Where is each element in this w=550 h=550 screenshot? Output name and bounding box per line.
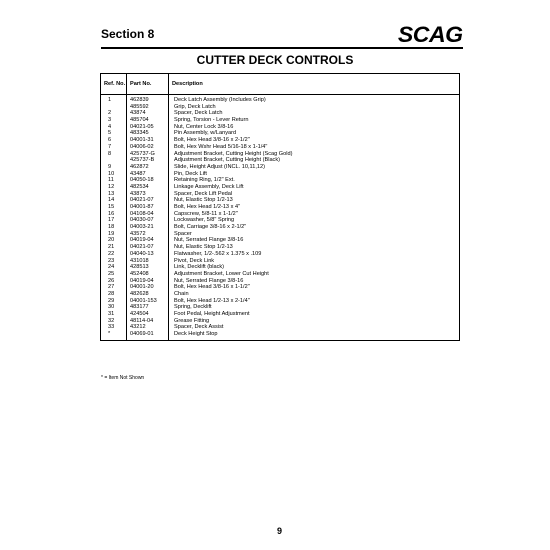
ref-cell: 20	[108, 237, 115, 244]
part-number-cell: 43212	[130, 324, 146, 331]
ref-cell: 17	[108, 217, 115, 224]
ref-cell: 1	[108, 97, 112, 103]
column-header-description: Description	[172, 80, 203, 87]
table-row	[101, 264, 459, 271]
table-row	[101, 251, 459, 258]
table-body-wrapper	[101, 95, 459, 340]
ref-cell: 12	[108, 183, 115, 190]
table-row	[101, 144, 459, 151]
table-row	[101, 217, 459, 224]
description-cell: Bolt, Hex Head 3/8-16 x 1-1/2"	[174, 284, 250, 291]
ref-cell: 24	[108, 264, 115, 271]
page-header	[101, 22, 463, 46]
description-cell: Bolt, Hex Head 1/2-13 x 4"	[174, 204, 241, 210]
part-number-cell: 04021-07	[130, 197, 154, 204]
description-cell: Capscrew, 5/8-11 x 1-1/2"	[174, 210, 238, 217]
ref-cell: 14	[108, 197, 115, 204]
part-number-cell: 425737-B	[130, 157, 155, 164]
column-header-part: Part No.	[127, 74, 169, 94]
ref-cell: 19	[108, 230, 115, 237]
part-number-cell: 04040-13	[130, 250, 154, 257]
ref-cell: *	[108, 331, 111, 338]
description-cell: Slide, Height Adjust (INCL. 10,11,12)	[174, 163, 265, 170]
ref-cell	[101, 104, 127, 111]
part-number-cell: 482628	[130, 290, 149, 297]
table-row	[101, 104, 459, 111]
table-body	[101, 95, 459, 340]
description-cell: Adjustment Bracket, Cutting Height (Black)	[174, 157, 281, 164]
page-title: CUTTER DECK CONTROLS	[196, 53, 354, 67]
description-cell: Spacer, Deck Latch	[174, 110, 223, 117]
ref-cell: 10	[108, 170, 115, 177]
table-row	[101, 124, 459, 131]
ref-cell: 11	[108, 177, 114, 184]
ref-cell: 27	[108, 284, 115, 291]
part-number-cell: 462872	[130, 163, 149, 170]
ref-cell: 29	[108, 297, 115, 304]
description-cell: Bolt, Hex Head 1/2-13 x 2-1/4"	[174, 297, 250, 304]
table-row	[101, 204, 459, 211]
parts-table	[100, 73, 460, 341]
table-row	[101, 211, 459, 218]
part-number-cell: 04001-31	[130, 137, 154, 144]
ref-cell: 25	[108, 270, 115, 277]
ref-cell: 33	[108, 324, 115, 331]
description-cell: Adjustment Bracket, Cutting Height (Scag Gold)	[174, 150, 293, 157]
part-number-cell: 431018	[130, 257, 149, 264]
description-cell: Foot Pedal, Height Adjustment	[174, 311, 250, 317]
column-header-ref: Ref. No.	[101, 74, 127, 94]
description-cell: Retaining Ring, 1/2" Ext.	[174, 177, 235, 184]
table-row	[101, 224, 459, 231]
footnote: * = Item Not Shown	[101, 375, 145, 381]
description-cell: Deck Latch Assembly (Includes Grip)	[174, 97, 266, 103]
ref-cell: 15	[108, 204, 115, 210]
table-row	[101, 291, 459, 298]
table-row	[101, 130, 459, 137]
page-number: 9	[276, 526, 282, 536]
description-cell: Adjustment Bracket, Lower Cut Height	[174, 270, 269, 277]
part-number-cell: 04108-04	[130, 210, 154, 217]
table-row	[101, 157, 459, 164]
table-row	[101, 184, 459, 191]
description-cell: Pin, Deck Lift	[174, 170, 207, 177]
part-number-cell: 04030-07	[130, 217, 154, 224]
ref-cell: 28	[108, 290, 115, 297]
ref-cell: 23	[108, 257, 115, 264]
description-cell: Spacer, Deck Assist	[174, 324, 224, 331]
table-row	[101, 110, 459, 117]
description-cell: Link, Decklift (black)	[174, 264, 225, 271]
description-cell: Nut, Center Lock 3/8-16	[174, 123, 234, 130]
part-number-cell: 424504	[130, 311, 149, 317]
ref-cell: 18	[108, 224, 115, 231]
ref-cell: 31	[108, 311, 115, 317]
brand-logo: SCAG	[398, 22, 463, 47]
ref-cell: 16	[108, 210, 115, 217]
description-cell: Nut, Elastic Stop 1/2-13	[174, 244, 233, 251]
ref-cell: 9	[108, 163, 112, 170]
header-rule	[101, 47, 463, 49]
ref-cell: 4	[108, 123, 112, 130]
table-header	[101, 74, 459, 95]
part-number-cell: 04001-87	[130, 204, 154, 210]
description-cell: Flatwasher, 1/2-.562 x 1.375 x .109	[174, 250, 262, 257]
part-number-cell: 04019-04	[130, 237, 154, 244]
description-cell: Nut, Serrated Flange 3/8-16	[174, 237, 244, 244]
part-number-cell: 425737-G	[130, 150, 155, 157]
table-row	[101, 151, 459, 158]
table-row	[101, 237, 459, 244]
part-number-cell: 462839	[130, 97, 149, 103]
description-cell: Grease Fitting	[174, 317, 210, 324]
part-number-cell: 452408	[130, 270, 149, 277]
ref-cell: 13	[108, 190, 115, 197]
table-row	[101, 231, 459, 238]
description-cell: Spring, Decklift	[174, 304, 212, 311]
ref-cell: 3	[108, 117, 112, 124]
table-row	[101, 117, 459, 124]
part-number-cell: 04050-18	[130, 177, 154, 184]
part-number-cell: 04001-20	[130, 284, 154, 291]
ref-cell: 7	[108, 143, 112, 150]
description-cell: Spacer, Deck Lift Pedal	[174, 190, 233, 197]
part-number-cell: 428513	[130, 264, 149, 271]
ref-cell: 22	[108, 250, 115, 257]
column-divider	[168, 95, 169, 340]
part-number-cell: 485592	[130, 103, 149, 110]
table-row	[101, 271, 459, 278]
description-cell: Bolt, Hex Wshr Head 5/16-18 x 1-1/4"	[174, 143, 268, 150]
table-row	[101, 244, 459, 251]
part-number-cell: 483177	[130, 304, 149, 311]
table-row	[101, 197, 459, 204]
table-row	[101, 318, 459, 325]
part-number-cell: 04021-07	[130, 244, 154, 251]
part-number-cell: 04001-153	[130, 297, 157, 304]
ref-cell	[101, 157, 127, 164]
part-number-cell: 04019-04	[130, 277, 154, 284]
column-divider	[126, 95, 127, 340]
table-row	[101, 331, 459, 338]
part-number-cell: 04003-21	[130, 224, 154, 231]
table-row	[101, 284, 459, 291]
description-cell: Bolt, Carriage 3/8-16 x 2-1/2"	[174, 224, 247, 231]
table-row	[101, 311, 459, 318]
section-title: Section 8	[101, 27, 155, 41]
ref-cell: 21	[108, 244, 115, 251]
ref-cell: 6	[108, 137, 112, 144]
description-cell: Linkage Assembly, Deck Lift	[174, 183, 244, 190]
table-row	[101, 171, 459, 178]
part-number-cell: 04069-01	[130, 331, 154, 338]
description-cell: Nut, Elastic Stop 1/2-13	[174, 197, 233, 204]
description-cell: Pivot, Deck Link	[174, 257, 215, 264]
part-number-cell: 48114-04	[130, 317, 154, 324]
description-cell: Bolt, Hex Head 3/8-16 x 2-1/2"	[174, 137, 250, 144]
description-cell: Lockwasher, 5/8" Spring	[174, 217, 235, 224]
part-number-cell: 04006-02	[130, 143, 154, 150]
ref-cell: 2	[108, 110, 112, 117]
table-row	[101, 97, 459, 104]
table-row	[101, 278, 459, 285]
ref-cell: 8	[108, 150, 112, 157]
table-row	[101, 164, 459, 171]
description-cell: Spacer	[174, 230, 192, 237]
ref-cell: 26	[108, 277, 115, 284]
ref-cell: 5	[108, 130, 112, 137]
part-number-cell: 43874	[130, 110, 146, 117]
part-number-cell: 483345	[130, 130, 149, 137]
part-number-cell: 04021-05	[130, 123, 154, 130]
ref-cell: 32	[108, 317, 115, 324]
description-cell: Grip, Deck Latch	[174, 103, 216, 110]
description-cell: Nut, Serrated Flange 3/8-16	[174, 277, 244, 284]
table-row	[101, 137, 459, 144]
table-row	[101, 298, 459, 305]
part-number-cell: 485704	[130, 117, 149, 124]
table-row	[101, 258, 459, 265]
description-cell: Chain	[174, 290, 189, 297]
table-row	[101, 191, 459, 198]
part-number-cell: 43487	[130, 170, 146, 177]
table-row	[101, 324, 459, 331]
part-number-cell: 43572	[130, 230, 146, 237]
description-cell: Spring, Torsion - Lever Return	[174, 117, 249, 124]
table-row	[101, 177, 459, 184]
part-number-cell: 43873	[130, 190, 146, 197]
part-number-cell: 482534	[130, 183, 149, 190]
description-cell: Pin Assembly, w/Lanyard	[174, 130, 237, 137]
description-cell: Deck Height Stop	[174, 331, 218, 338]
ref-cell: 30	[108, 304, 115, 311]
table-row	[101, 304, 459, 311]
